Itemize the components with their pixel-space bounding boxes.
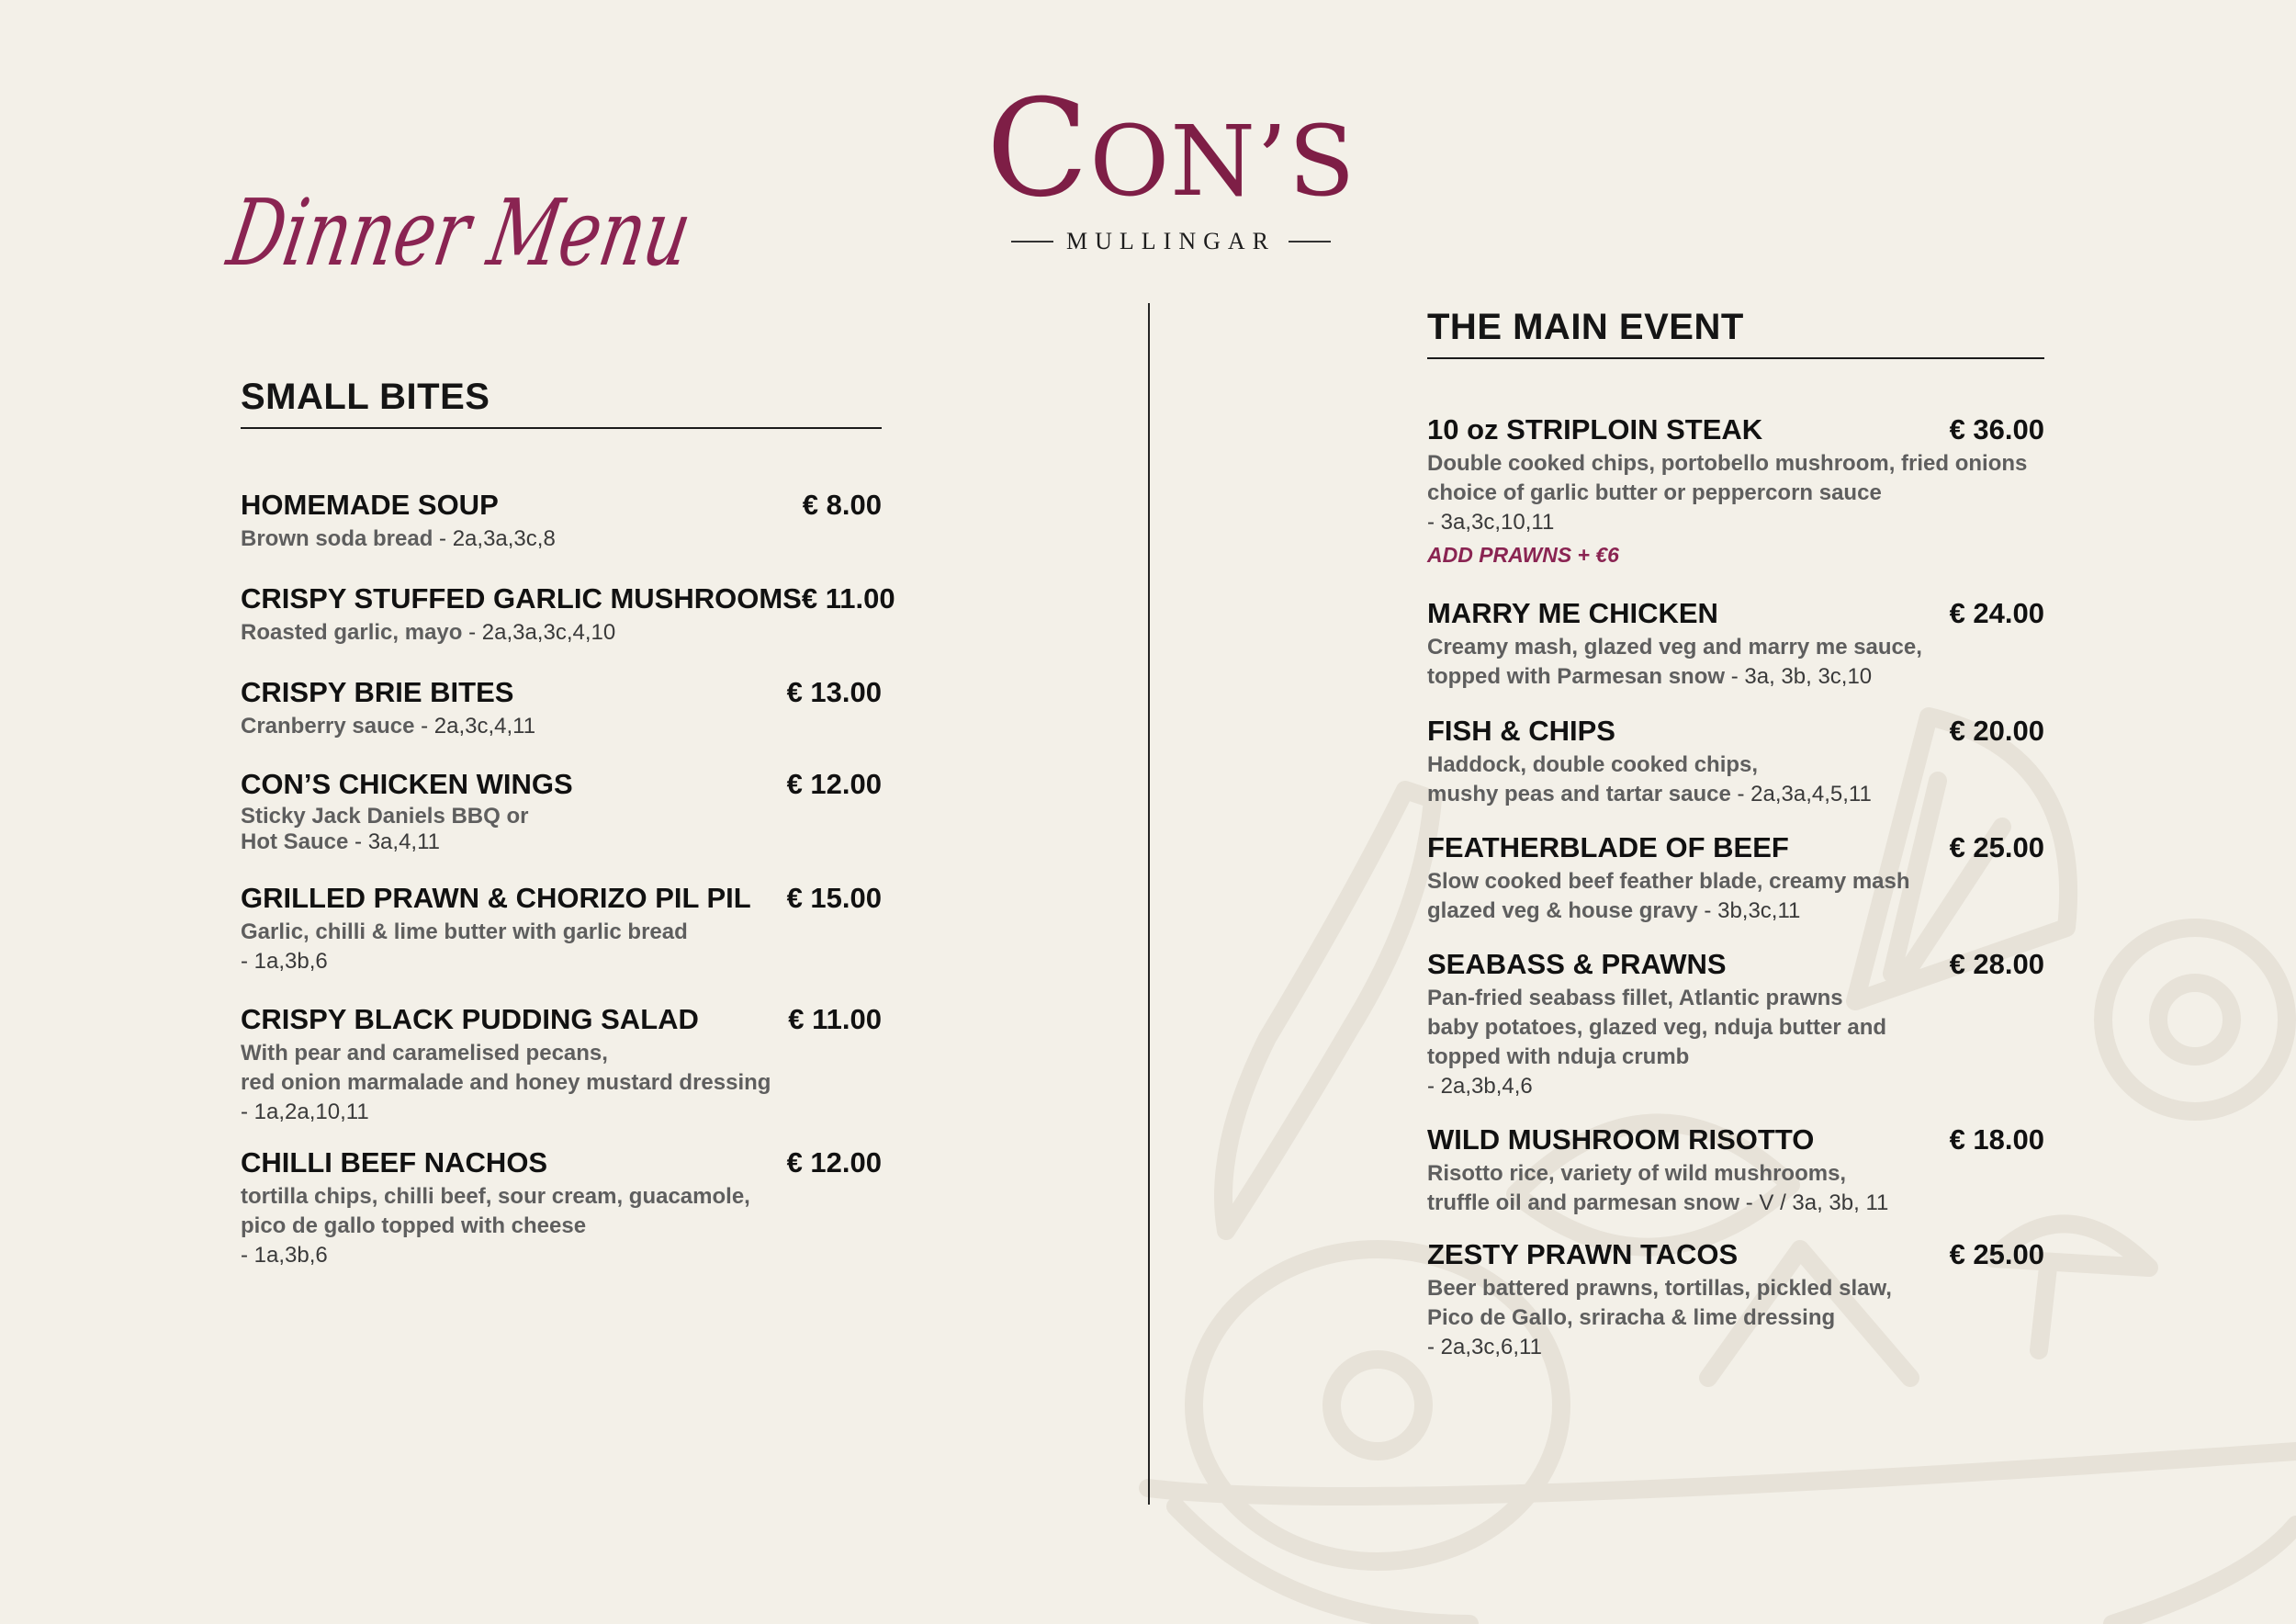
menu-item: CHILLI BEEF NACHOS € 12.00 tortilla chips, chilli beef, sour cream, guacamole, pico de gallo topped with cheese - 1a,3b,6: [241, 1146, 882, 1268]
menu-item: CRISPY BLACK PUDDING SALAD € 11.00 With pear and caramelised pecans, red onion marmalade and honey mustard dressing - 1a,2a,10,11: [241, 1003, 882, 1124]
menu-item: FISH & CHIPS € 20.00 Haddock, double cooked chips, mushy peas and tartar sauce - 2a,3a,4,5,11: [1427, 715, 2044, 806]
plate-center: [1332, 1359, 1424, 1451]
add-prawns-addon: ADD PRAWNS + €6: [1427, 543, 1619, 567]
svg-text:Dinner Menu: Dinner Menu: [220, 178, 856, 287]
logo-location: MULLINGAR: [974, 228, 1368, 255]
menu-item: GRILLED PRAWN & CHORIZO PIL PIL € 15.00 Garlic, chilli & lime butter with garlic bread - 1a,3b,6: [241, 882, 882, 974]
menu-item: CRISPY BRIE BITES € 13.00 Cranberry sauce - 2a,3c,4,11: [241, 676, 882, 739]
menu-item: MARRY ME CHICKEN € 24.00 Creamy mash, glazed veg and marry me sauce, topped with Parmesan snow - 3a, 3b, 3c,10: [1427, 597, 2044, 689]
menu-item: SEABASS & PRAWNS € 28.00 Pan-fried seabass fillet, Atlantic prawns baby potatoes, glazed veg, nduja butter and topped with nduja crumb - 2a,3b,4,6: [1427, 948, 2044, 1099]
dinner-menu-title: [220, 164, 856, 301]
menu-item: 10 oz STRIPLOIN STEAK € 36.00 Double cooked chips, portobello mushroom, fried onions choice of garlic butter or peppercorn sauce - 3a,3c,10,11 ADD PRAWNS + €6: [1427, 413, 2044, 567]
main-event-section: [1427, 307, 2044, 1359]
section-heading: THE MAIN EVENT: [1427, 307, 2044, 359]
menu-item: ZESTY PRAWN TACOS € 25.00 Beer battered prawns, tortillas, pickled slaw, Pico de Gallo, sriracha & lime dressing - 2a,3c,6,11: [1427, 1238, 2044, 1359]
tomato-shape: [2103, 928, 2287, 1111]
bowl-outline: [1148, 1451, 2296, 1624]
menu-item: CRISPY STUFFED GARLIC MUSHROOMS € 11.00 Roasted garlic, mayo - 2a,3a,3c,4,10: [241, 582, 895, 645]
cons-logo: [974, 71, 1368, 266]
small-bites-section: [241, 377, 895, 1268]
logo-dash-left: [1011, 241, 1053, 242]
section-heading: SMALL BITES: [241, 377, 882, 429]
chilli-pepper-shape: [1223, 790, 1433, 1231]
menu-item: WILD MUSHROOM RISOTTO € 18.00 Risotto rice, variety of wild mushrooms, truffle oil and parmesan snow - V / 3a, 3b, 11: [1427, 1123, 2044, 1215]
logo-dash-right: [1289, 241, 1331, 242]
column-divider: [1148, 303, 1150, 1505]
menu-item: FEATHERBLADE OF BEEF € 25.00 Slow cooked beef feather blade, creamy mash glazed veg & house gravy - 3b,3c,11: [1427, 831, 2044, 923]
logo-wordmark: CON’S: [985, 71, 1356, 227]
menu-item: HOMEMADE SOUP € 8.00 Brown soda bread - 2a,3a,3c,8: [241, 489, 882, 551]
menu-item: CON’S CHICKEN WINGS € 12.00 Sticky Jack Daniels BBQ or Hot Sauce - 3a,4,11: [241, 768, 882, 854]
